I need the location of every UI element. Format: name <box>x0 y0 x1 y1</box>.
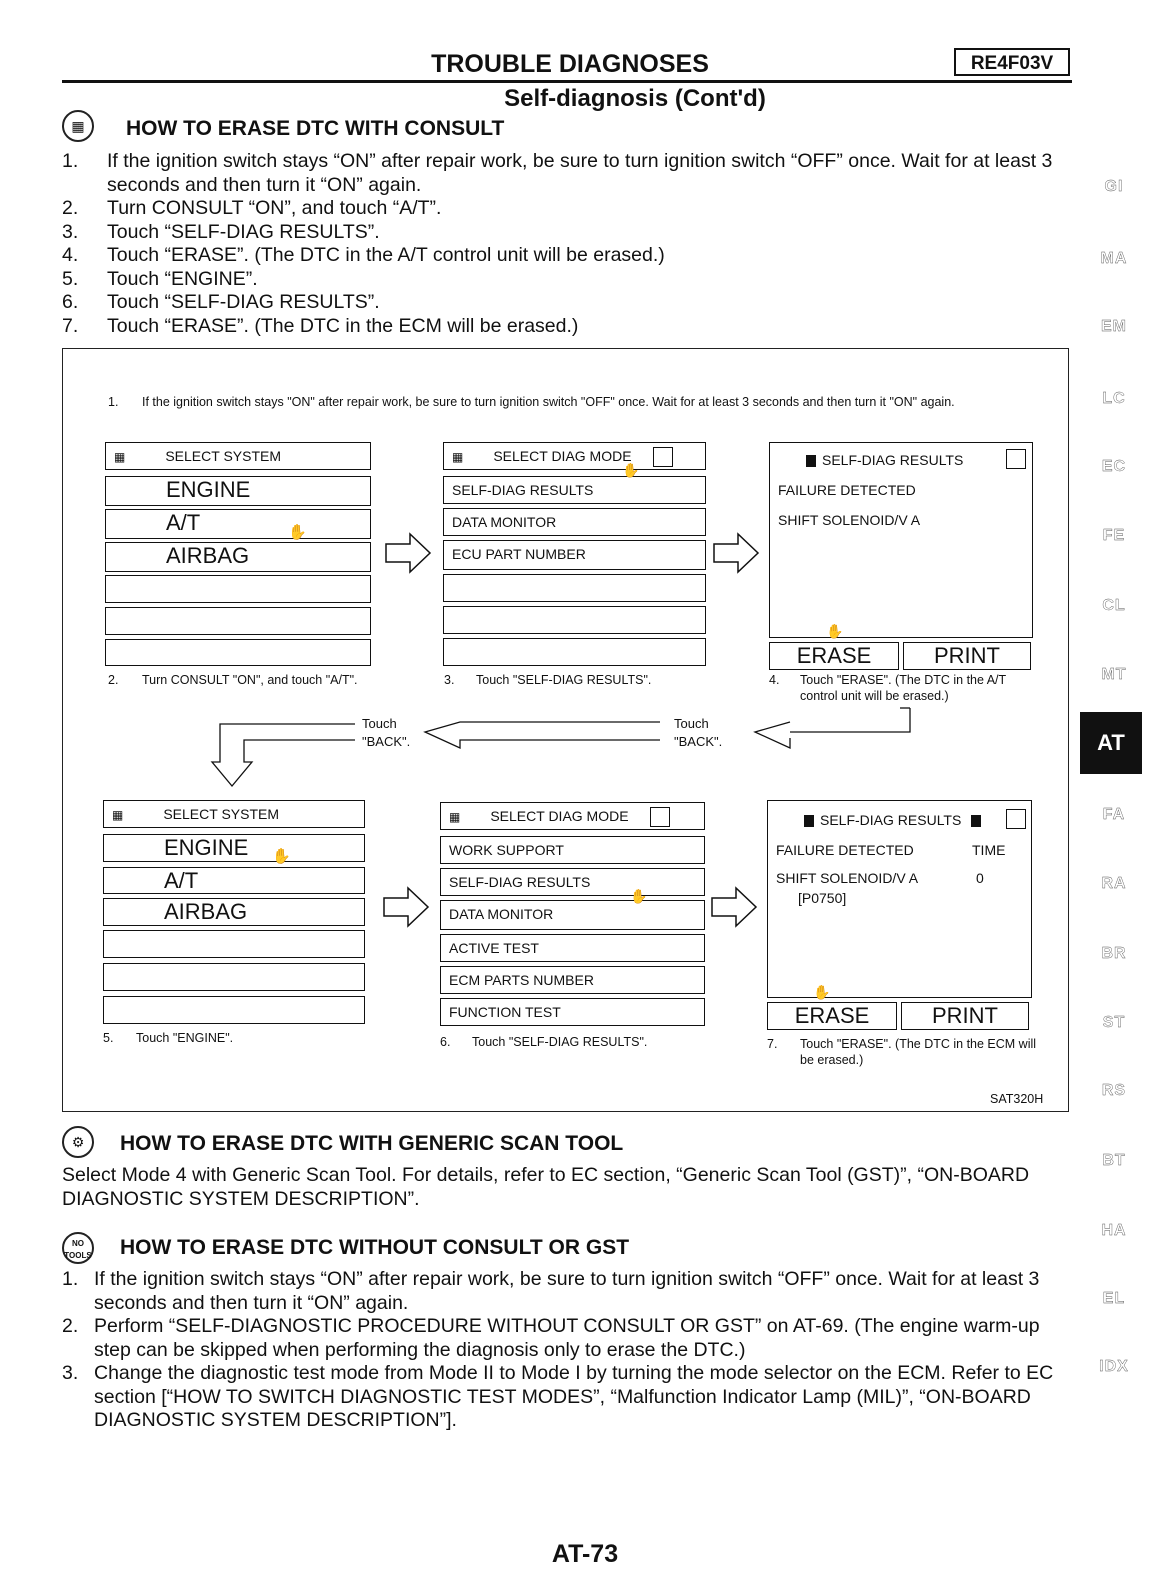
back-label: "BACK". <box>674 734 723 749</box>
caption-num: 5. <box>103 1031 114 1045</box>
touch-finger-icon: ✋ <box>826 623 844 639</box>
list-item: 4. Touch “ERASE”. (The DTC in the A/T control unit will be erased.) <box>62 244 665 266</box>
right-arrow-icon <box>384 532 432 574</box>
caption-step-7: Touch "ERASE". (The DTC in the ECM will be erased.) <box>800 1037 1037 1067</box>
header-rule <box>62 80 1072 83</box>
no-tools-icon: NO TOOLS <box>62 1232 94 1264</box>
list-item: 3. Touch “SELF-DIAG RESULTS”. <box>62 220 380 243</box>
mode-function-test[interactable]: FUNCTION TEST <box>440 998 705 1026</box>
list-item: 1. If the ignition switch stays “ON” after repair work, be sure to turn ignition switch “OFF” once. Wait for at least 3 seconds and then turn it “ON” again. <box>62 1268 1040 1314</box>
screen-select-system-1 <box>105 442 371 666</box>
back-flow-arrows <box>210 700 930 790</box>
caption-num: 3. <box>444 673 455 687</box>
screen-header: ▦ SELECT SYSTEM <box>103 800 365 828</box>
empty-row <box>105 639 371 666</box>
section-heading-no-tools: HOW TO ERASE DTC WITHOUT CONSULT OR GST <box>120 1236 630 1259</box>
tab-cl[interactable]: CL <box>1102 597 1126 614</box>
list-item: 2. Perform “SELF-DIAGNOSTIC PROCEDURE WITHOUT CONSULT OR GST” on AT-69. (The engine warm-up step can be skipped when performing the diagnosis only to erase the DTC.) <box>62 1315 1040 1361</box>
page-subtitle: Self-diagnosis (Cont'd) <box>504 85 766 112</box>
touch-label: Touch <box>674 716 709 731</box>
system-engine[interactable]: ENGINE <box>105 476 371 506</box>
empty-row <box>105 607 371 635</box>
indicator-icon <box>971 815 981 827</box>
empty-row <box>443 606 706 634</box>
tab-ma[interactable]: MA <box>1100 250 1128 267</box>
system-airbag[interactable]: AIRBAG <box>105 542 371 572</box>
checkbox-icon <box>650 807 670 827</box>
tab-fa[interactable]: FA <box>1102 806 1126 823</box>
screen-header: SELF-DIAG RESULTS <box>798 447 963 473</box>
caption-step-3: Touch "SELF-DIAG RESULTS". <box>476 673 652 687</box>
consult-icon: ▦ <box>449 810 461 824</box>
print-button[interactable]: PRINT <box>901 1002 1029 1030</box>
empty-row <box>103 930 365 958</box>
model-code: RE4F03V <box>954 48 1070 76</box>
caption-step-2: Turn CONSULT "ON", and touch "A/T". <box>142 673 358 687</box>
figure-id: SAT320H <box>990 1092 1044 1106</box>
tab-ec[interactable]: EC <box>1101 458 1127 475</box>
touch-label: Touch <box>362 716 397 731</box>
tab-br[interactable]: BR <box>1101 945 1127 962</box>
failure-detected-label: FAILURE DETECTED <box>778 482 916 498</box>
consult-icon: ▦ <box>452 450 464 464</box>
caption-step-5: Touch "ENGINE". <box>136 1031 234 1045</box>
fig-caption-1: If the ignition switch stays "ON" after repair work, be sure to turn ignition switch "OFF" once. Wait for at least 3 seconds and then turn it "ON" again. <box>142 395 955 409</box>
gst-text: Select Mode 4 with Generic Scan Tool. For details, refer to EC section, “Generic Scan Tool (GST)”, “ON-BOARD DIAGNOSTIC SYSTEM DESCRIPTION”. <box>62 1164 1030 1210</box>
failure-detected-label: FAILURE DETECTED <box>776 842 914 858</box>
system-at[interactable]: A/T <box>105 509 371 539</box>
screen-select-diag-mode-1 <box>443 442 706 666</box>
tab-at-active[interactable]: AT <box>1080 712 1142 774</box>
tab-em[interactable]: EM <box>1101 318 1127 335</box>
section-tabs <box>1080 0 1167 1584</box>
list-item: 5. Touch “ENGINE”. <box>62 267 258 290</box>
touch-finger-icon: ✋ <box>272 848 291 865</box>
mode-data-monitor[interactable]: DATA MONITOR <box>443 508 706 536</box>
erase-button[interactable]: ERASE <box>767 1002 897 1030</box>
back-label: "BACK". <box>362 734 411 749</box>
screen-self-diag-results-1 <box>769 442 1033 638</box>
time-label: TIME <box>972 842 1006 858</box>
indicator-icon <box>804 815 814 827</box>
empty-row <box>105 575 371 603</box>
screen-header: ▦ SELECT DIAG MODE <box>443 442 706 470</box>
section-heading-gst: HOW TO ERASE DTC WITH GENERIC SCAN TOOL <box>120 1132 624 1155</box>
tab-rs[interactable]: RS <box>1101 1082 1127 1099</box>
dtc-item: SHIFT SOLENOID/V A <box>776 870 919 886</box>
fig-caption-num: 1. <box>108 395 119 409</box>
indicator-icon <box>806 455 816 467</box>
dtc-code: [P0750] <box>798 890 847 906</box>
mode-self-diag-results[interactable]: SELF-DIAG RESULTS <box>440 868 705 896</box>
mode-active-test[interactable]: ACTIVE TEST <box>440 934 705 962</box>
system-at[interactable]: A/T <box>103 867 365 894</box>
dtc-item: SHIFT SOLENOID/V A <box>778 512 921 528</box>
touch-finger-icon: ✋ <box>288 524 307 541</box>
touch-finger-icon: ✋ <box>813 984 831 1000</box>
consult-icon: ▦ <box>114 450 126 464</box>
mode-work-support[interactable]: WORK SUPPORT <box>440 836 705 864</box>
tab-gi[interactable]: GI <box>1104 178 1124 195</box>
mode-ecm-parts-number[interactable]: ECM PARTS NUMBER <box>440 966 705 994</box>
no-tools-steps <box>62 1268 1072 1433</box>
erase-button[interactable]: ERASE <box>769 642 899 670</box>
empty-row <box>103 996 365 1024</box>
empty-row <box>103 963 365 991</box>
right-arrow-icon <box>710 886 758 928</box>
caption-num: 6. <box>440 1035 451 1049</box>
screen-self-diag-results-2 <box>767 800 1032 998</box>
mode-self-diag-results[interactable]: SELF-DIAG RESULTS <box>443 476 706 504</box>
page-number: AT-73 <box>551 1540 619 1568</box>
tab-el[interactable]: EL <box>1102 1290 1126 1307</box>
screen-header: ▦ SELECT DIAG MODE <box>440 802 705 830</box>
tab-ra[interactable]: RA <box>1101 875 1127 892</box>
list-item: 2. Turn CONSULT “ON”, and touch “A/T”. <box>62 197 442 219</box>
dtc-time: 0 <box>976 870 984 886</box>
consult-icon: ▦ <box>62 110 94 142</box>
caption-step-6: Touch "SELF-DIAG RESULTS". <box>472 1035 648 1049</box>
caption-step-4: Touch "ERASE". (The DTC in the A/T control unit will be erased.) <box>800 673 1006 703</box>
tab-lc[interactable]: LC <box>1102 390 1126 407</box>
right-arrow-icon <box>382 886 430 928</box>
caption-num: 4. <box>769 673 780 687</box>
tab-bt[interactable]: BT <box>1102 1152 1126 1169</box>
mode-ecu-part-number[interactable]: ECU PART NUMBER <box>443 540 706 570</box>
caption-num: 2. <box>108 673 119 687</box>
consult-steps <box>62 150 1072 338</box>
tab-st[interactable]: ST <box>1102 1014 1126 1031</box>
list-item: 3. Change the diagnostic test mode from Mode II to Mode I by turning the mode selector on the ECM. Refer to EC section [“HOW TO SWITCH DIAGNOSTIC TEST MODES”, “Malfunction Indicator Lamp (MIL)”, “ON-BOARD DIAGNOSTIC SYSTEM DESCRIPTION”]. <box>62 1362 1054 1431</box>
touch-finger-icon: ✋ <box>630 888 648 904</box>
touch-finger-icon: ✋ <box>622 462 640 478</box>
scan-tool-icon: ⚙ <box>62 1126 94 1158</box>
checkbox-icon <box>1006 449 1026 469</box>
consult-icon: ▦ <box>112 808 124 822</box>
tab-idx[interactable]: IDX <box>1099 1358 1129 1375</box>
screen-header: ▦ SELECT SYSTEM <box>105 442 371 470</box>
screen-select-system-2 <box>103 800 365 1026</box>
tab-fe[interactable]: FE <box>1102 527 1126 544</box>
list-item: 7. Touch “ERASE”. (The DTC in the ECM will be erased.) <box>62 314 579 337</box>
checkbox-icon <box>1006 809 1026 829</box>
checkbox-icon <box>653 447 673 467</box>
right-arrow-icon <box>712 532 760 574</box>
caption-num: 7. <box>767 1037 778 1051</box>
list-item: 6. Touch “SELF-DIAG RESULTS”. <box>62 291 380 313</box>
screen-select-diag-mode-2 <box>440 802 705 1028</box>
list-item: 1. If the ignition switch stays “ON” after repair work, be sure to turn ignition switch “OFF” once. Wait for at least 3 seconds and then turn it “ON” again. <box>62 150 1053 196</box>
screen-header: SELF-DIAG RESULTS <box>796 807 981 833</box>
empty-row <box>443 574 706 602</box>
system-engine[interactable]: ENGINE <box>103 834 365 862</box>
section-heading-consult: HOW TO ERASE DTC WITH CONSULT <box>126 117 505 140</box>
mode-data-monitor[interactable]: DATA MONITOR <box>440 900 705 930</box>
tab-ha[interactable]: HA <box>1101 1222 1127 1239</box>
print-button[interactable]: PRINT <box>903 642 1031 670</box>
page-title: TROUBLE DIAGNOSES <box>431 50 709 78</box>
tab-mt[interactable]: MT <box>1101 666 1127 683</box>
system-airbag[interactable]: AIRBAG <box>103 898 365 926</box>
empty-row <box>443 638 706 666</box>
